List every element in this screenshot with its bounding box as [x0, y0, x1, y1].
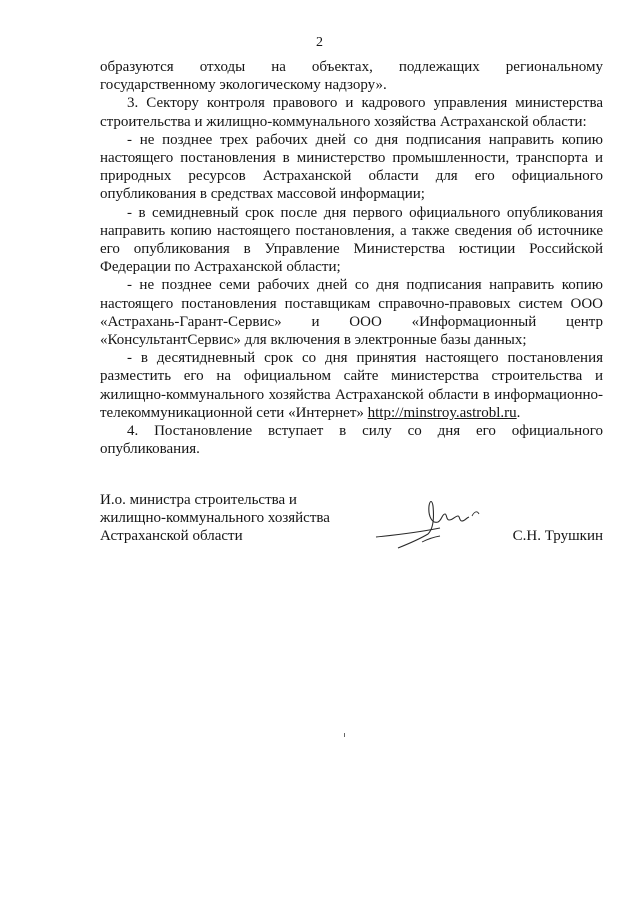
handwritten-signature — [368, 492, 484, 552]
signatory-name: С.Н. Трушкин — [512, 528, 603, 544]
paragraph-6-text: - в десятидневный срок со дня принятия настоящего постановления разместить его на официальном сайте министерства строительства и жилищно-коммунального хозяйства Астраханской области в информационно-телекоммуникационной сети «Интернет» — [100, 350, 603, 421]
signatory-title-line-2: жилищно-коммунального хозяйства — [100, 510, 330, 526]
paragraph-6-tail: . — [516, 404, 521, 421]
paragraph-3: - не позднее трех рабочих дней со дня подписания направить копию настоящего постановления в министерство промышленности, транспорта и природных ресурсов Астраханской области для его официального опубликования в средствах массовой информации; — [100, 131, 603, 203]
signatory-title-line-1: И.о. министра строительства и — [100, 492, 297, 508]
signatory-title — [100, 491, 330, 545]
paragraph-5: - не позднее семи рабочих дней со дня подписания направить копию настоящего постановления поставщикам справочно-правовых систем ООО «Астрахань-Гарант-Сервис» и ООО «Информационный центр «КонсультантСервис» для включения в электронные базы данных; — [100, 277, 603, 349]
page-number: 2 — [316, 35, 323, 50]
website-link[interactable]: http://minstroy.astrobl.ru — [367, 404, 517, 421]
paragraph-2: 3. Сектору контроля правового и кадрового управления министерства строительства и жилищно-коммунального хозяйства Астраханской области: — [100, 95, 603, 130]
paragraph-4: - в семидневный срок после дня первого официального опубликования направить копию настоящего постановления, а также сведения об источнике его опубликования в Управление Министерства юстиции Российской Федерации по Астраханской области; — [100, 204, 603, 276]
paragraph-7: 4. Постановление вступает в силу со дня его официального опубликования. — [100, 423, 603, 458]
paragraph-1: образуются отходы на объектах, подлежащих региональному государственному экологическому надзору». — [100, 59, 603, 94]
signatory-title-line-3: Астраханской области — [100, 528, 243, 544]
document-body — [100, 58, 603, 458]
scan-speck — [343, 733, 346, 737]
paragraph-6 — [100, 349, 603, 422]
